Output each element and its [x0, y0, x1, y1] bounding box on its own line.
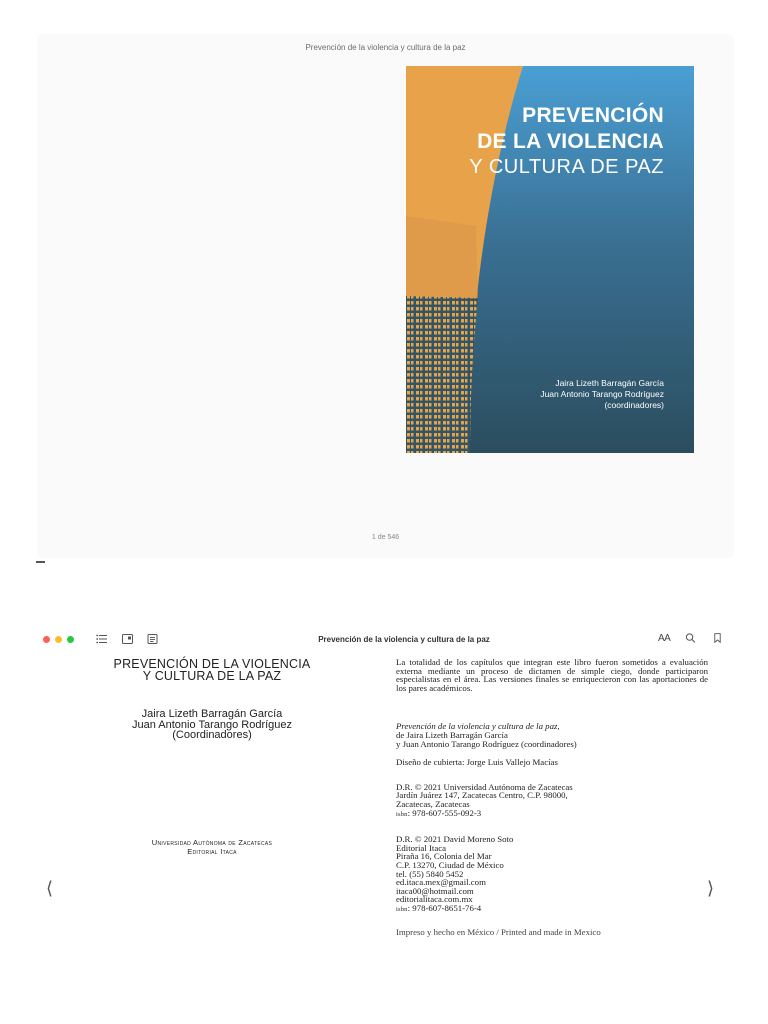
scroll-indicator[interactable] [36, 561, 45, 563]
credit-title: Prevención de la violencia y cultura de la paz, [396, 721, 560, 732]
credits-block [396, 722, 708, 748]
reader-window [34, 628, 734, 1024]
fullscreen-window-button[interactable] [67, 636, 74, 643]
previous-page-button[interactable]: ⟨ [46, 878, 54, 899]
address-line: C.P. 13270, Ciudad de México [396, 859, 504, 870]
copyright-line: Zacatecas, Zacatecas [396, 798, 470, 809]
next-page-button[interactable]: ⟩ [707, 878, 715, 899]
publisher-university: Universidad Autónoma de Zacatecas [151, 838, 273, 847]
cover-author: Jaira Lizeth Barragán García [555, 378, 664, 388]
book-preview-window [37, 34, 734, 558]
close-window-button[interactable] [43, 636, 50, 643]
minimize-window-button[interactable] [55, 636, 62, 643]
right-page [396, 658, 708, 937]
cover-title-line1: PREVENCIÓN [522, 104, 664, 127]
publisher-editorial: Editorial Itaca [187, 846, 237, 856]
cover-author: Juan Antonio Tarango Rodríguez [540, 389, 664, 399]
copyright-line: D.R. © 2021 Universidad Autónoma de Zacatecas [396, 781, 573, 792]
book-authors [94, 709, 330, 741]
email-line: ed.itaca.mex@gmail.com [396, 877, 486, 888]
cover-design-text: Diseño de cubierta: Jorge Luis Vallejo Macías [396, 757, 558, 768]
isbn-label: isbn [396, 810, 408, 818]
bookmark-icon[interactable] [712, 633, 723, 643]
book-cover[interactable] [406, 66, 694, 453]
credit-line: y Juan Antonio Tarango Rodríguez (coordinadores) [396, 738, 577, 749]
thumbnails-icon[interactable] [122, 634, 133, 644]
cover-author-role: (coordinadores) [604, 400, 664, 410]
book-title-line2: Y CULTURA DE LA PAZ [142, 669, 282, 683]
phone-line: tel. (55) 5840 5452 [396, 868, 464, 879]
isbn-value: : 978-607-555-092-3 [407, 807, 482, 818]
window-title: Prevención de la violencia y cultura de la paz [305, 43, 466, 52]
address-line: Piraña 16, Colonia del Mar [396, 851, 492, 862]
evaluation-paragraph: La totalidad de los capítulos que integran este libro fueron sometidos a evaluación externa mediante un proceso de dictamen de simple ciego, donde participaron especialistas en el área. Las versiones finales se enriquecieron con las aportaciones de los pares académicos. [396, 657, 708, 693]
copyright-line: D.R. © 2021 David Moreno Soto [396, 834, 514, 845]
author-name: Juan Antonio Tarango Rodríguez [131, 718, 293, 731]
isbn-line [396, 904, 708, 915]
publishers [94, 839, 330, 856]
copyright-line: Jardín Juárez 147, Zacatecas Centro, C.P. 98000, [396, 790, 568, 801]
author-name: Jaira Lizeth Barragán García [141, 708, 283, 720]
font-size-button[interactable]: AA [658, 633, 671, 644]
cover-design-credit [396, 758, 708, 767]
email-line: itaca00@hotmail.com [396, 885, 474, 896]
notes-icon[interactable] [147, 634, 158, 644]
isbn-label: isbn [396, 905, 408, 913]
cover-title-line3: Y CULTURA DE PAZ [469, 156, 664, 178]
book-title-line1: PREVENCIÓN DE LA VIOLENCIA [113, 657, 311, 671]
isbn-line [396, 809, 708, 820]
credit-line: de Jaira Lizeth Barragán García [396, 729, 508, 740]
search-icon[interactable] [685, 633, 696, 643]
cover-authors [540, 378, 664, 411]
reader-toolbar [34, 628, 734, 646]
printed-in-line: Impreso y hecho en México / Printed and made in Mexico [396, 927, 601, 938]
cover-title-line2: DE LA VIOLENCIA [477, 130, 664, 153]
left-page [94, 657, 330, 856]
author-role: (Coordinadores) [172, 729, 252, 741]
reader-title: Prevención de la violencia y cultura de la paz [318, 635, 490, 644]
copyright-line: Editorial Itaca [396, 842, 447, 853]
website-line: editorialitaca.com.mx [396, 894, 473, 905]
uaz-copyright-block [396, 783, 708, 819]
book-title [94, 658, 330, 682]
isbn-value: : 978-607-8651-76-4 [407, 902, 482, 913]
page-counter: 1 de 546 [371, 534, 400, 541]
itaca-copyright-block [396, 835, 708, 914]
table-of-contents-icon[interactable] [96, 634, 107, 644]
